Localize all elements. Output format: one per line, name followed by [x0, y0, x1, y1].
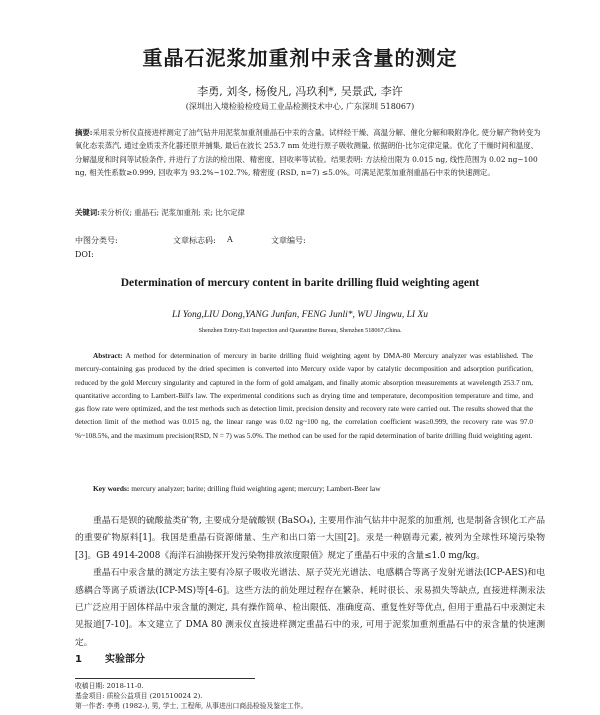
clc-label: 中图分类号: [75, 236, 118, 245]
paper-title-en: Determination of mercury content in barite drilling fluid weighting agent [120, 277, 480, 289]
abstract-en-label: Abstract: [93, 351, 123, 360]
abstract-en-text: A method for determination of mercury in barite drilling fluid weighting agent by DMA-80 Mercury analyzer was established. The mercury-containing gas produced by the dried specimen is converted into Mercury oxide vapor by catalytic decomposition and adsorption purification, reduced by the gold Mercury singularity and captured in the form of gold amalgam, and finally atomic absorption measurements at wavelength 253.7 nm, quantitative according to Lambert-Bill's law. The experimental conditions such as drying time and temperature, decomposition temperature and time, and gas flow rate were optimized, and the test methods such as detection limit, precision density and recovery rate were carried out. The results showed that the detection limit of the method was 0.015 ng, the linear range was 0.02 ng~100 ng, the correlation coefficient was≥0.999, the recovery rate was 97.0 %~108.5%, and the maximum precision(RSD, N = 7) was 5.0%. The method can be used for the rapid determination of barite drilling fluid weighting agent. [75, 351, 534, 440]
doc-code-value: A [227, 235, 233, 244]
body-paragraph-1: 重晶石是钡的硫酸盐类矿物, 主要成分是硫酸钡 (BaSO₄), 主要用作油气钻井中泥浆的加重剂, 也是制备含钡化工产品的重要矿物原料[1]。我国是重晶石资源储量、生产和出口第一大国[2]。汞是一种剧毒元素, 被列为全球性环境污染物[3]。GB 4914-2008《海洋石油勘探开发污染物排放浓度限值》规定了重晶石中汞的含量≤1.0 mg/kg。 [75, 516, 545, 561]
keywords-en-label: Key words: [93, 484, 130, 493]
keywords-en [93, 484, 543, 493]
abstract-cn-label: 摘要: [75, 128, 93, 137]
paper-title-cn: 重晶石泥浆加重剂中汞含量的测定 [142, 46, 458, 70]
footnote-author-bio: 第一作者: 李勇 (1982-), 男, 学士, 工程师, 从事进出口商品检验及鉴定工作。 [75, 702, 308, 710]
doc-code-label: 文章标志码: [173, 236, 216, 245]
abstract-cn-text: 采用汞分析仪直接进样测定了油气钻井用泥浆加重剂重晶石中汞的含量。试样经干燥、高温分解、催化分解和吸附净化, 使分解产物转变为氧化态汞蒸汽, 通过金质汞齐化器还原并捕集, 最后在波长 253.7 nm 处进行原子吸收测量, 依据朗伯-比尔定律定量。优化了干燥时间和温度、分解温度和时间等试验条件, 并进行了方法的检出限、精密度、回收率等试验。结果表明: 方法检出限为 0.015 ng, 线性范围为 0.02 ng~100 ng, 相关性系数≥0.999, 回收率为 93.2%~102.7%, 精密度 (RSD, n=7) ≤5.0%。可满足泥浆加重剂重晶石中汞的快速测定。 [75, 128, 541, 177]
footnote-received: 收稿日期: 2018-11-0. [75, 682, 144, 690]
section-title: 实验部分 [105, 654, 145, 665]
article-no-label: 文章编号: [271, 236, 306, 245]
section-heading [75, 650, 145, 665]
abstract-en [75, 349, 533, 442]
body-paragraph-2: 重晶石中汞含量的测定方法主要有冷原子吸收光谱法、原子荧光光谱法、电感耦合等离子发射光谱法(ICP-AES)和电感耦合等离子质谱法(ICP-MS)等[4-6]。这些方法的前处理过程存在繁杂、耗时很长、汞易损失等缺点, 直接进样测汞法已广泛应用于固体样品中汞含量的测定, 具有操作简单、检出限低、准确度高、重复性好等优点, 但用于重晶石中汞测定未见报道[7-10]。本文建立了 DMA 80 测汞仪直接进样测定重晶石中的汞, 可用于泥浆加重剂重晶石中的汞含量的快速测定。 [75, 568, 545, 648]
keywords-cn [75, 206, 543, 219]
authors-en: LI Yong,LIU Dong,YANG Junfan, FENG Junli*, WU Jingwu, LI Xu [171, 310, 429, 320]
section-number: 1 [75, 654, 82, 665]
doi-label: DOI: [75, 250, 94, 259]
body-text [75, 513, 545, 652]
authors-cn: 李勇, 刘冬, 杨俊凡, 冯玖利*, 吴景武, 李许 [197, 85, 403, 98]
affiliation-en: Shenzhen Entry-Exit Inspection and Quarantine Bureau, Shenzhen 518067,China. [198, 327, 402, 334]
keywords-en-text: mercury analyzer; barite; drilling fluid weighting agent; mercury; Lambert-Beer law [131, 484, 381, 493]
keywords-cn-text: 汞分析仪; 重晶石; 泥浆加重剂; 汞; 比尔定律 [99, 208, 245, 217]
keywords-cn-label: 关键词: [75, 208, 100, 217]
footnotes [75, 681, 545, 711]
abstract-cn [75, 126, 543, 179]
footnote-fund: 基金项目: 质检公益项目 (201510024 2). [75, 692, 203, 700]
footnote-divider [75, 678, 255, 679]
affiliation-cn: (深圳出入境检验检疫局工业品检测技术中心, 广东深圳 518067) [185, 102, 415, 111]
